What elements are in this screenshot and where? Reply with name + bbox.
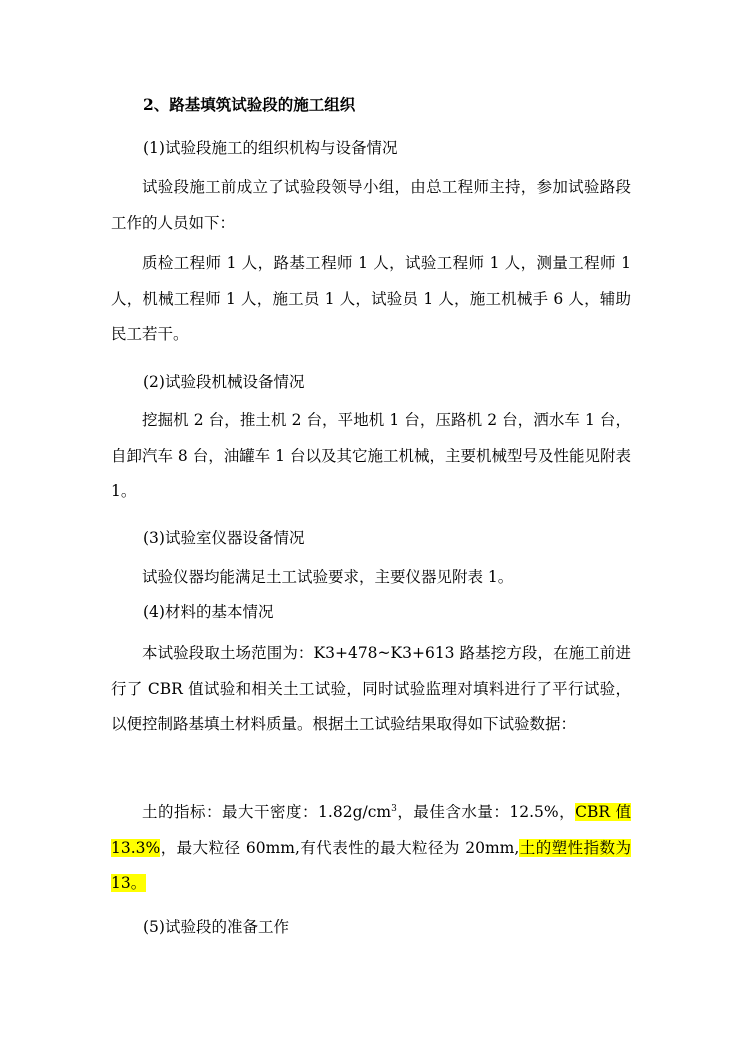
- subsection-title-3: (3)试验室仪器设备情况: [143, 529, 305, 547]
- highlight-plasticity: 土的塑性指数为 13。: [111, 838, 631, 893]
- paragraph-3-1: 试验仪器均能满足土工试验要求，主要仪器见附表 1。: [142, 568, 514, 586]
- section-heading: 2、路基填筑试验段的施工组织: [143, 95, 356, 114]
- subsection-title-5: (5)试验段的准备工作: [143, 918, 289, 936]
- highlight-cbr: CBR 值 13.3%: [111, 803, 631, 857]
- soil-index-text-a: 土的指标：最大干密度：1.82g/cm: [142, 803, 392, 822]
- paragraph-2-1: 挖掘机 2 台，推土机 2 台，平地机 1 台，压路机 2 台，洒水车 1 台，自卸汽车 8 台，油罐车 1 台以及其它施工机械，主要机械型号及性能见附表 1。: [111, 411, 631, 500]
- paragraph-1-1: 试验段施工前成立了试验段领导小组，由总工程师主持，参加试验路段工作的人员如下：: [111, 178, 631, 232]
- paragraph-1-2: 质检工程师 1 人，路基工程师 1 人，试验工程师 1 人，测量工程师 1 人，机械工程师 1 人，施工员 1 人，试验员 1 人，施工机械手 6 人，辅助民工若干。: [111, 254, 631, 343]
- soil-index-text-b: ，最佳含水量：12.5%，: [396, 803, 576, 822]
- subsection-title-1: (1)试验段施工的组织机构与设备情况: [143, 139, 398, 157]
- paragraph-4-1: 本试验段取土场范围为：K3+478~K3+613 路基挖方段，在施工前进行了 CBR 值试验和相关土工试验，同时试验监理对填料进行了平行试验，以便控制路基填土材料质量。根据土工试验结果取得如下试验数据：: [111, 644, 631, 733]
- superscript-3: 3: [391, 804, 397, 814]
- paragraph-4-2: [111, 792, 631, 902]
- subsection-title-2: (2)试验段机械设备情况: [143, 373, 305, 391]
- soil-index-text-c: ，最大粒径 60mm,有代表性的最大粒径为 20mm,: [160, 838, 520, 857]
- subsection-title-4: (4)材料的基本情况: [143, 603, 274, 621]
